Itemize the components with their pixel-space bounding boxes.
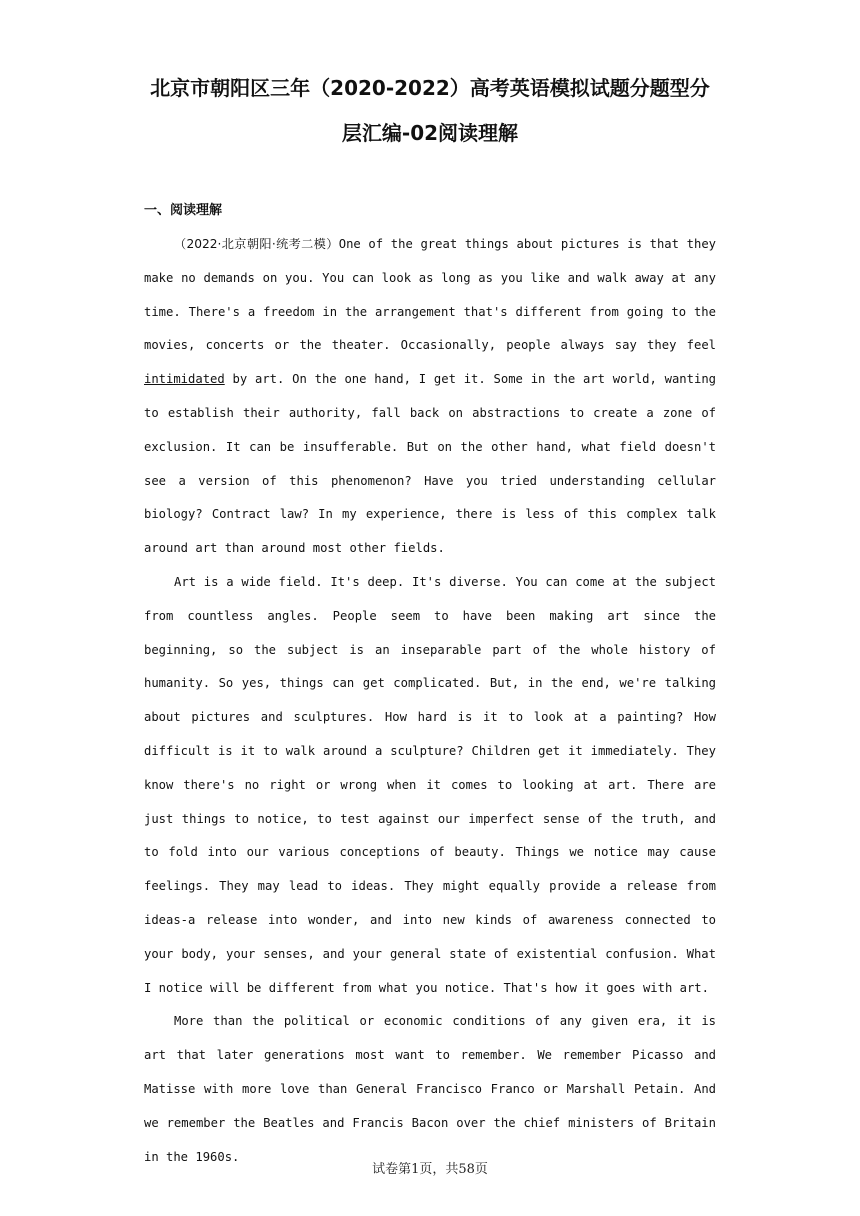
paragraph-2: Art is a wide field. It's deep. It's diverse. You can come at the subject from countless angles. People seem to have been making art since the beginning, so the subject is an inseparable part of the whole history of humanity. So yes, things can get complicated. But, in the end, we're talking about pictures and sculptures. How hard is it to look at a painting? How difficult is it to walk around a sculpture? Children get it immediately. They know there's no right or wrong when it comes to looking at art. There are just things to notice, to test against our imperfect sense of the truth, and to fold into our various conceptions of beauty. Things we notice may cause feelings. They may lead to ideas. They might equally provide a release from ideas-a release into wonder, and into new kinds of awareness connected to your body, your senses, and your general state of existential confusion. What I notice will be different from what you notice. That's how it goes with art. — [144, 574, 716, 995]
page-footer: 试卷第1页，共58页 — [372, 1162, 488, 1177]
paragraph-1-text-b: by art. On the one hand, I get it. Some in the art world, wanting to establish their authority, fall back on abstractions to create a zone of exclusion. It can be insufferable. But on the other hand, what field doesn't see a version of this phenomenon? Have you tried understanding cellular biology? Contract law? In my experience, there is less of this complex talk around art than around most other fields. — [144, 372, 716, 556]
paragraph-1-text-a: One of the great things about pictures is that they make no demands on you. You can look as long as you like and walk away at any time. There's a freedom in the arrangement that's different from going to the movies, concerts or the theater. Occasionally, people always say they feel — [144, 237, 717, 353]
section-heading: 一、阅读理解 — [144, 203, 223, 218]
underlined-word: intimidated — [144, 372, 225, 387]
paragraph-1 — [144, 228, 716, 566]
document-title-line-2: 层汇编-02阅读理解 — [341, 121, 519, 145]
question-source: （2022·北京朝阳·统考二模） — [174, 237, 339, 251]
paragraph-3: More than the political or economic conditions of any given era, it is art that later generations most want to remember. We remember Picasso and Matisse with more love than General Francisco Franco or Marshall Petain. And we remember the Beatles and Francis Bacon over the chief ministers of Britain in the 1960s. — [144, 1014, 716, 1164]
document-title-line-1: 北京市朝阳区三年（2020-2022）高考英语模拟试题分题型分 — [150, 76, 710, 100]
reading-passage — [144, 228, 716, 1174]
